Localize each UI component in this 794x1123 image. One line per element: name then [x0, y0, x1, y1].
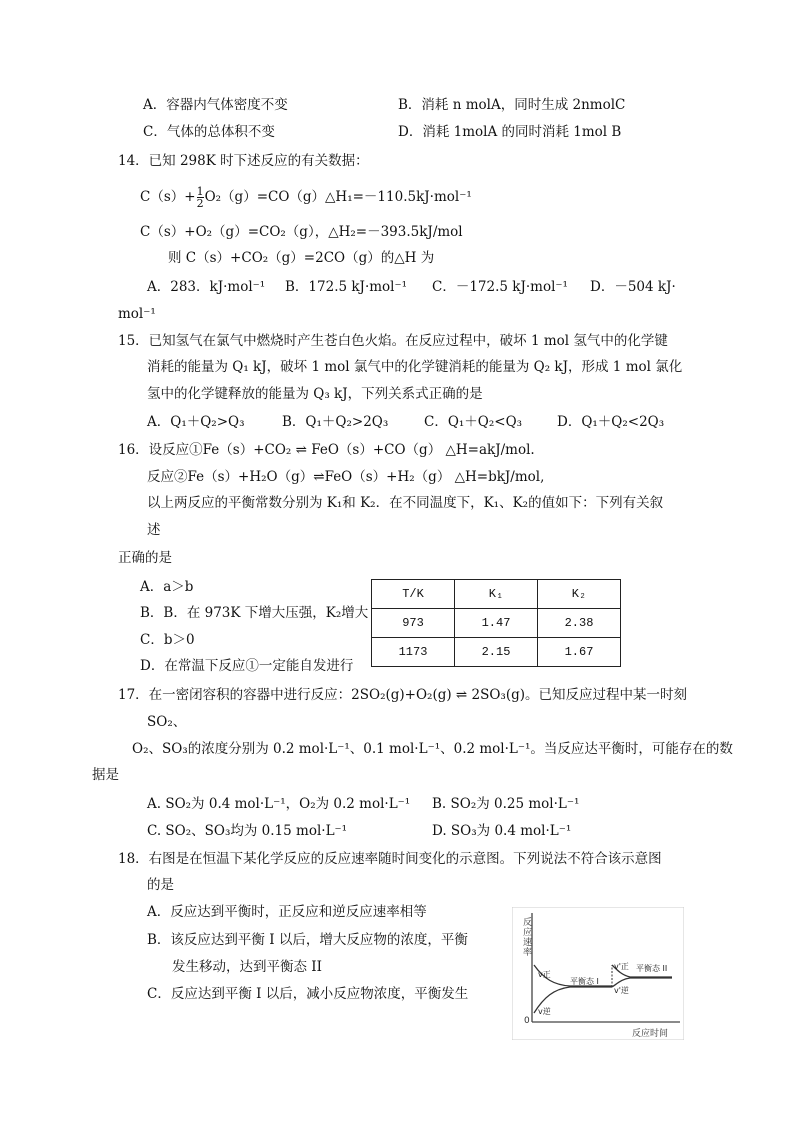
- v-forward-prime-label: v'正: [614, 962, 629, 971]
- q14-equation-3: 则 C（s）+CO₂（g）=2CO（g）的△H 为: [168, 250, 435, 266]
- q15-line-1: 15．已知氢气在氯气中燃烧时产生苍白色火焰。在反应过程中，破坏 1 mol 氢气中的化学键: [118, 333, 668, 349]
- table-cell: 2.15: [455, 638, 538, 667]
- q18-option-c-line-1: C．反应达到平衡 I 以后，减小反应物浓度，平衡发生: [147, 986, 469, 1002]
- y-label-char: 应: [523, 928, 533, 938]
- q17-line-1: 17．在一密闭容积的容器中进行反应：2SO₂(g)+O₂(g) ⇌ 2SO₃(g)。已知反应过程中某一时刻: [118, 687, 688, 703]
- q18-line-1: 18．右图是在恒温下某化学反应的反应速率随时间变化的示意图。下列说法不符合该示意图: [118, 851, 662, 867]
- q14-option-d-cont: mol⁻¹: [118, 306, 156, 322]
- table-row: [372, 638, 621, 667]
- table-cell: 973: [372, 609, 455, 638]
- q13-option-c: C．气体的总体积不变: [143, 124, 275, 140]
- origin-label: 0: [524, 1016, 530, 1026]
- q18-option-b-line-2: 发生移动，达到平衡态 II: [172, 959, 322, 975]
- q14-eq1-end: O₂（g）=CO（g）△H₁=－110.5kJ·mol⁻¹: [204, 189, 472, 205]
- q18-option-a: A．反应达到平衡时，正反应和逆反应速率相等: [147, 904, 427, 920]
- q13-option-d: D．消耗 1molA 的同时消耗 1mol B: [398, 124, 622, 140]
- q14-option-a: A．283．kJ·mol⁻¹: [147, 279, 266, 295]
- q17-option-c: C. SO₂、SO₃均为 0.15 mol·L⁻¹: [147, 823, 348, 839]
- q14-eq1-start: C（s）+: [140, 189, 196, 205]
- q15-line-2: 消耗的能量为 Q₁ kJ，破坏 1 mol 氯气中的化学键消耗的能量为 Q₂ kJ，形成 1 mol 氯化: [147, 359, 683, 375]
- q17-option-d: D. SO₃为 0.4 mol·L⁻¹: [432, 823, 572, 839]
- q15-option-d: D．Q₁＋Q₂<2Q₃: [557, 414, 665, 430]
- state-1-label: 平衡态 I: [570, 977, 599, 986]
- y-label-char: 反: [523, 918, 533, 928]
- q14-option-c: C．－172.5 kJ·mol⁻¹: [432, 279, 568, 295]
- q15-option-b: B．Q₁＋Q₂>2Q₃: [282, 414, 389, 430]
- equilibrium-constant-table: [371, 579, 621, 667]
- q16-option-b: B．B．在 973K 下增大压强，K₂增大: [140, 605, 369, 621]
- q16-line-4: 述: [147, 522, 161, 538]
- q17-line-4: 据是: [92, 767, 119, 783]
- q18-option-b-line-1: B．该反应达到平衡 I 以后，增大反应物的浓度，平衡: [147, 932, 468, 948]
- q15-line-3: 氢中的化学键释放的能量为 Q₃ kJ，下列关系式正确的是: [147, 386, 483, 402]
- table-cell: 1.47: [455, 609, 538, 638]
- q17-line-2: SO₂、: [147, 714, 187, 730]
- y-label-char: 速: [523, 938, 533, 948]
- q17-line-3: O₂、SO₃的浓度分别为 0.2 mol·L⁻¹、0.1 mol·L⁻¹、0.2 mol·L⁻¹。当反应达平衡时，可能存在的数: [132, 741, 733, 757]
- table-cell: 2.38: [538, 609, 621, 638]
- v-reverse-prime-label: v'逆: [614, 986, 629, 995]
- state-2-label: 平衡态 II: [636, 964, 668, 973]
- v-forward-label: v正: [538, 970, 551, 979]
- q14-equation-1: [140, 186, 472, 209]
- table-row: [372, 609, 621, 638]
- table-cell: 1.67: [538, 638, 621, 667]
- v-reverse-label: v逆: [538, 1007, 551, 1016]
- table-header-cell: K₁: [455, 580, 538, 609]
- q17-option-a: A. SO₂为 0.4 mol·L⁻¹，O₂为 0.2 mol·L⁻¹: [147, 796, 411, 812]
- q16-line-5: 正确的是: [118, 550, 172, 566]
- q16-option-c: C．b＞0: [140, 632, 195, 648]
- q13-option-b: B．消耗 n molA，同时生成 2nmolC: [398, 97, 626, 113]
- q14-option-d: D．－504 kJ·: [590, 279, 676, 295]
- q14-equation-2: C（s）+O₂（g）=CO₂（g），△H₂=－393.5kJ/mol: [140, 224, 463, 240]
- x-axis-label: 反应时间: [632, 1029, 669, 1039]
- q16-option-a: A．a＞b: [140, 579, 194, 595]
- fraction-one-half: $\frac{1}{2}$: [196, 185, 204, 210]
- q18-line-2: 的是: [147, 877, 174, 893]
- rate-time-diagram: [512, 907, 684, 1040]
- q16-line-3: 以上两反应的平衡常数分别为 K₁和 K₂．在不同温度下，K₁、K₂的值如下：下列有关叙: [147, 495, 664, 511]
- q13-option-a: A．容器内气体密度不变: [143, 97, 288, 113]
- q14-stem: 14．已知 298K 时下述反应的有关数据：: [118, 153, 369, 169]
- q16-line-1: 16．设反应①Fe（s）+CO₂ ⇌ FeO（s）+CO（g） △H=akJ/mol.: [118, 442, 535, 458]
- y-label-char: 率: [523, 948, 533, 958]
- q15-option-c: C．Q₁＋Q₂<Q₃: [424, 414, 523, 430]
- table-header-cell: K₂: [538, 580, 621, 609]
- table-header-row: [372, 580, 621, 609]
- q16-line-2: 反应②Fe（s）+H₂O（g）⇌FeO（s）+H₂（g） △H=bkJ/mol,: [147, 469, 545, 485]
- q15-option-a: A．Q₁＋Q₂>Q₃: [147, 414, 245, 430]
- q14-option-b: B．172.5 kJ·mol⁻¹: [285, 279, 408, 295]
- table-header-cell: T/K: [372, 580, 455, 609]
- q17-option-b: B. SO₂为 0.25 mol·L⁻¹: [432, 796, 580, 812]
- q16-option-d: D．在常温下反应①一定能自发进行: [140, 658, 354, 674]
- table-cell: 1173: [372, 638, 455, 667]
